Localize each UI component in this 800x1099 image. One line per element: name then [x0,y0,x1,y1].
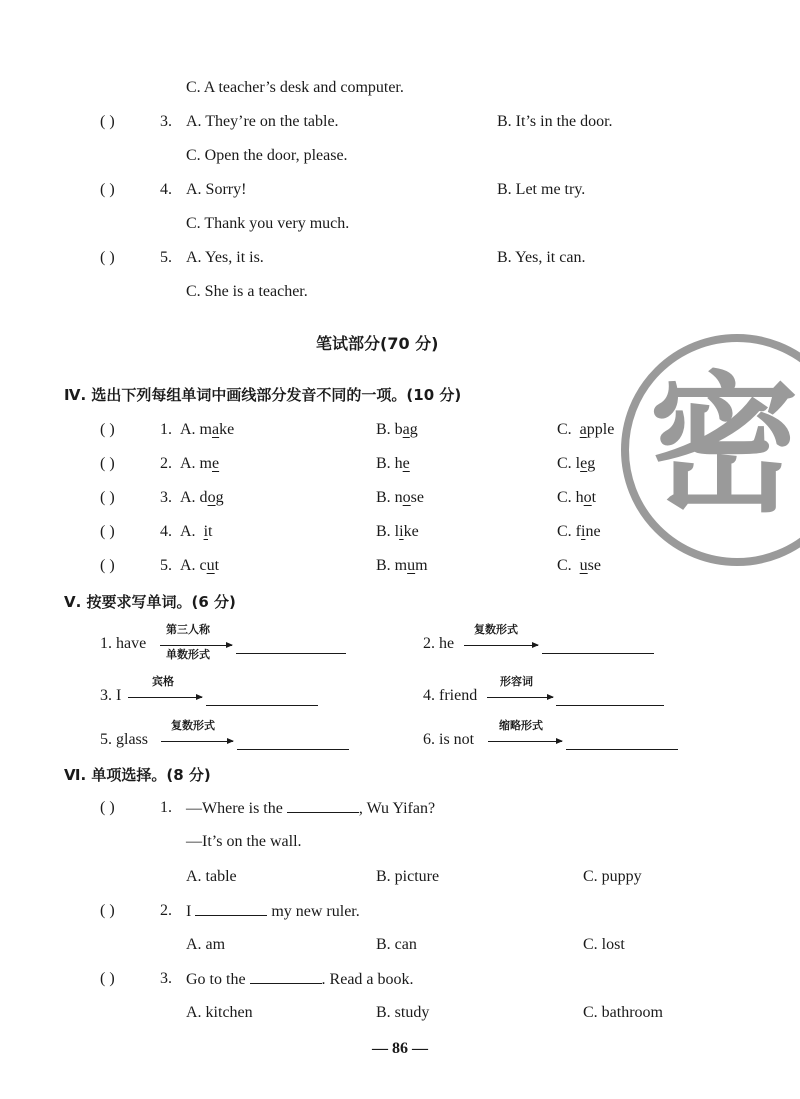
answer-blank[interactable] [542,653,654,654]
option-a: A. it [180,523,213,540]
question-number: 3. [160,970,172,987]
option-b: B. It’s in the door. [497,113,613,130]
page-number: — 86 — [372,1040,428,1057]
option-b: B. he [376,455,410,472]
question-number: 2. [160,455,172,472]
option-b: B. mum [376,557,428,574]
arrow-label-above: 形容词 [500,675,533,688]
option-b: B. can [376,936,417,953]
option-b: B. study [376,1004,430,1021]
section-4-title: Ⅳ. 选出下列每组单词中画线部分发音不同的一项。(10 分) [64,386,462,404]
option-b: B. nose [376,489,424,506]
option-b: B. Yes, it can. [497,249,586,266]
fill-blank[interactable] [250,969,322,984]
transform-arrow-icon [488,741,562,742]
option-b: B. like [376,523,419,540]
arrow-label-above: 缩略形式 [499,719,543,732]
answer-blank[interactable] [236,653,346,654]
question-number: 4. [160,523,172,540]
option-a: A. me [180,455,220,472]
transform-arrow-icon [128,697,202,698]
arrow-label-above: 第三人称 [166,623,210,636]
option-c: C. leg [557,455,596,472]
question-stem: I my new ruler. [186,903,360,920]
option-c: C. apple [557,421,615,438]
answer-paren[interactable]: ( ) [100,249,115,266]
option-c: C. lost [583,936,625,953]
option-a: A. table [186,868,237,885]
fill-blank[interactable] [287,798,359,813]
answer-paren[interactable]: ( ) [100,970,115,987]
option-a: A. cut [180,557,220,574]
written-section-header: 笔试部分(70 分) [316,334,439,353]
option-a: A. am [186,936,226,953]
stamp-char: 密 [648,359,800,533]
question-number: 5. [160,557,172,574]
answer-paren[interactable]: ( ) [100,181,115,198]
fill-blank[interactable] [195,901,267,916]
option-c: C. use [557,557,601,574]
answer-blank[interactable] [237,749,349,750]
question-number: 2. [160,902,172,919]
answer-paren[interactable]: ( ) [100,799,115,816]
word-prompt: 5. glass [100,731,148,748]
answer-paren[interactable]: ( ) [100,113,115,130]
question-number: 3. [160,489,172,506]
arrow-label-above: 复数形式 [474,623,518,636]
option-a: A. Yes, it is. [186,249,264,266]
confidential-stamp-icon [612,325,800,575]
question-number: 4. [160,181,172,198]
option-a: A. make [180,421,235,438]
answer-paren[interactable]: ( ) [100,523,115,540]
question-stem: Go to the . Read a book. [186,971,414,988]
answer-blank[interactable] [556,705,664,706]
option-c: C. Open the door, please. [186,147,348,164]
word-prompt: 1. have [100,635,147,652]
option-c: C. fine [557,523,601,540]
question-reply: —It’s on the wall. [186,833,302,850]
transform-arrow-icon [487,697,553,698]
question-stem: —Where is the , Wu Yifan? [186,800,436,817]
answer-paren[interactable]: ( ) [100,557,115,574]
answer-paren[interactable]: ( ) [100,902,115,919]
word-prompt: 4. friend [423,687,478,704]
option-c: C. hot [557,489,597,506]
word-prompt: 3. I [100,687,122,704]
answer-paren[interactable]: ( ) [100,455,115,472]
option-a: A. They’re on the table. [186,113,339,130]
option-a: A. Sorry! [186,181,247,198]
section-6-title: Ⅵ. 单项选择。(8 分) [64,766,211,784]
transform-arrow-icon [161,741,233,742]
option-b: B. Let me try. [497,181,586,198]
transform-arrow-icon [464,645,538,646]
section-5-title: Ⅴ. 按要求写单词。(6 分) [64,593,236,611]
question-number: 1. [160,799,172,816]
word-prompt: 6. is not [423,731,475,748]
arrow-label-below: 单数形式 [166,648,210,661]
option-a: A. kitchen [186,1004,253,1021]
option-c: C. She is a teacher. [186,283,308,300]
word-prompt: 2. he [423,635,455,652]
answer-paren[interactable]: ( ) [100,421,115,438]
option-b: B. picture [376,868,440,885]
arrow-label-above: 宾格 [152,675,174,688]
transform-arrow-icon [160,645,232,646]
answer-paren[interactable]: ( ) [100,489,115,506]
question-number: 5. [160,249,172,266]
answer-blank[interactable] [206,705,318,706]
question-number: 3. [160,113,172,130]
option-b: B. bag [376,421,418,438]
arrow-label-above: 复数形式 [171,719,215,732]
answer-blank[interactable] [566,749,678,750]
option-c: C. puppy [583,868,642,885]
option-a: A. dog [180,489,224,506]
option-c: C. bathroom [583,1004,663,1021]
option-c: C. Thank you very much. [186,215,350,232]
question-number: 1. [160,421,172,438]
listening-q2-option-c: C. A teacher’s desk and computer. [186,79,404,96]
